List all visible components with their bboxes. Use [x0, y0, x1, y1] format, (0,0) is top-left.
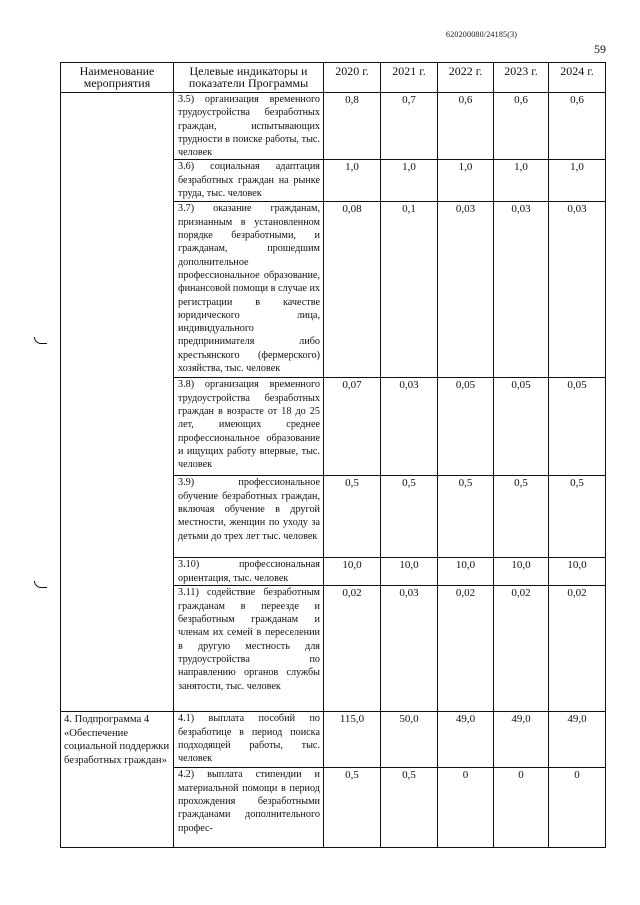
value-cell: 0,07: [324, 378, 381, 476]
value-cell: 0,03: [381, 586, 438, 712]
column-header: 2022 г.: [438, 63, 494, 93]
column-header: 2024 г.: [549, 63, 606, 93]
value-cell: 0,05: [494, 378, 549, 476]
indicator-cell: 4.1) выплата пособий по безработице в период поиска подходящей работы, тыс. человек: [174, 712, 324, 768]
indicator-cell: 4.2) выплата стипендии и материальной помощи в период прохождения безработными гражданами дополнительного профес-: [174, 768, 324, 848]
value-cell: 0,6: [438, 93, 494, 160]
value-cell: 1,0: [381, 160, 438, 202]
value-cell: 49,0: [494, 712, 549, 768]
margin-mark: [34, 581, 47, 588]
value-cell: 0,05: [438, 378, 494, 476]
value-cell: 0,8: [324, 93, 381, 160]
column-header: Наименование мероприятия: [61, 63, 174, 93]
table-row: [61, 712, 606, 768]
indicator-cell: 3.5) организация временного трудоустройства безработных граждан, испытывающих трудности в поиске работы, тыс. человек: [174, 93, 324, 160]
value-cell: 0,5: [381, 768, 438, 848]
indicator-cell: 3.11) содействие безработным гражданам в переезде и безработным гражданам и членам их семей в переселении в другую местность для трудоустройства по направлению органов службы занятости, тыс. человек: [174, 586, 324, 712]
column-header: 2020 г.: [324, 63, 381, 93]
indicator-cell: 3.6) социальная адаптация безработных граждан на рынке труда, тыс. человек: [174, 160, 324, 202]
value-cell: 0,5: [324, 476, 381, 558]
value-cell: 0,1: [381, 202, 438, 378]
value-cell: 0,02: [438, 586, 494, 712]
column-header: 2021 г.: [381, 63, 438, 93]
indicator-cell: 3.10) профессиональная ориентация, тыс. человек: [174, 558, 324, 586]
value-cell: 0,02: [549, 586, 606, 712]
column-header: Целевые индикаторы и показатели Программы: [174, 63, 324, 93]
value-cell: 10,0: [438, 558, 494, 586]
margin-mark: [34, 337, 47, 344]
value-cell: 0: [549, 768, 606, 848]
indicator-cell: 3.7) оказание гражданам, признанным в установленном порядке безработными, и гражданам, прошедшим дополнительное профессиональное образование, финансовой помощи в случае их регистрации в качестве юридического лица, индивидуального предпринимателя либо крестьянского (фермерского) хозяйства, тыс. человек: [174, 202, 324, 378]
value-cell: 0,5: [324, 768, 381, 848]
value-cell: 10,0: [549, 558, 606, 586]
page-number: 59: [594, 42, 606, 56]
value-cell: 0,6: [494, 93, 549, 160]
table-header-row: [61, 63, 606, 93]
value-cell: 49,0: [549, 712, 606, 768]
action-cell: 4. Подпрограмма 4 «Обеспечение социальной поддержки безработных граждан»: [61, 712, 174, 848]
value-cell: 0,03: [494, 202, 549, 378]
indicator-cell: 3.8) организация временного трудоустройства безработных граждан в возрасте от 18 до 25 лет, имеющих среднее профессиональное образование и ищущих работу впервые, тыс. человек: [174, 378, 324, 476]
action-cell: [61, 93, 174, 712]
value-cell: 0: [494, 768, 549, 848]
table-row: [61, 93, 606, 160]
value-cell: 1,0: [549, 160, 606, 202]
column-header: 2023 г.: [494, 63, 549, 93]
value-cell: 115,0: [324, 712, 381, 768]
value-cell: 0,02: [494, 586, 549, 712]
value-cell: 50,0: [381, 712, 438, 768]
value-cell: 0,7: [381, 93, 438, 160]
value-cell: 0,02: [324, 586, 381, 712]
value-cell: 10,0: [494, 558, 549, 586]
value-cell: 10,0: [381, 558, 438, 586]
value-cell: 0: [438, 768, 494, 848]
indicator-cell: 3.9) профессиональное обучение безработных граждан, включая обучение в другой местности, женщин по уходу за детьми до трех лет тыс. человек: [174, 476, 324, 558]
value-cell: 0,03: [438, 202, 494, 378]
value-cell: 0,6: [549, 93, 606, 160]
value-cell: 0,08: [324, 202, 381, 378]
value-cell: 0,03: [381, 378, 438, 476]
value-cell: 0,03: [549, 202, 606, 378]
value-cell: 0,05: [549, 378, 606, 476]
value-cell: 0,5: [494, 476, 549, 558]
value-cell: 49,0: [438, 712, 494, 768]
value-cell: 0,5: [381, 476, 438, 558]
value-cell: 1,0: [494, 160, 549, 202]
value-cell: 1,0: [438, 160, 494, 202]
document-id: 620200080/24185(3): [446, 30, 518, 39]
value-cell: 1,0: [324, 160, 381, 202]
indicators-table: [60, 62, 606, 848]
value-cell: 0,5: [549, 476, 606, 558]
value-cell: 0,5: [438, 476, 494, 558]
value-cell: 10,0: [324, 558, 381, 586]
